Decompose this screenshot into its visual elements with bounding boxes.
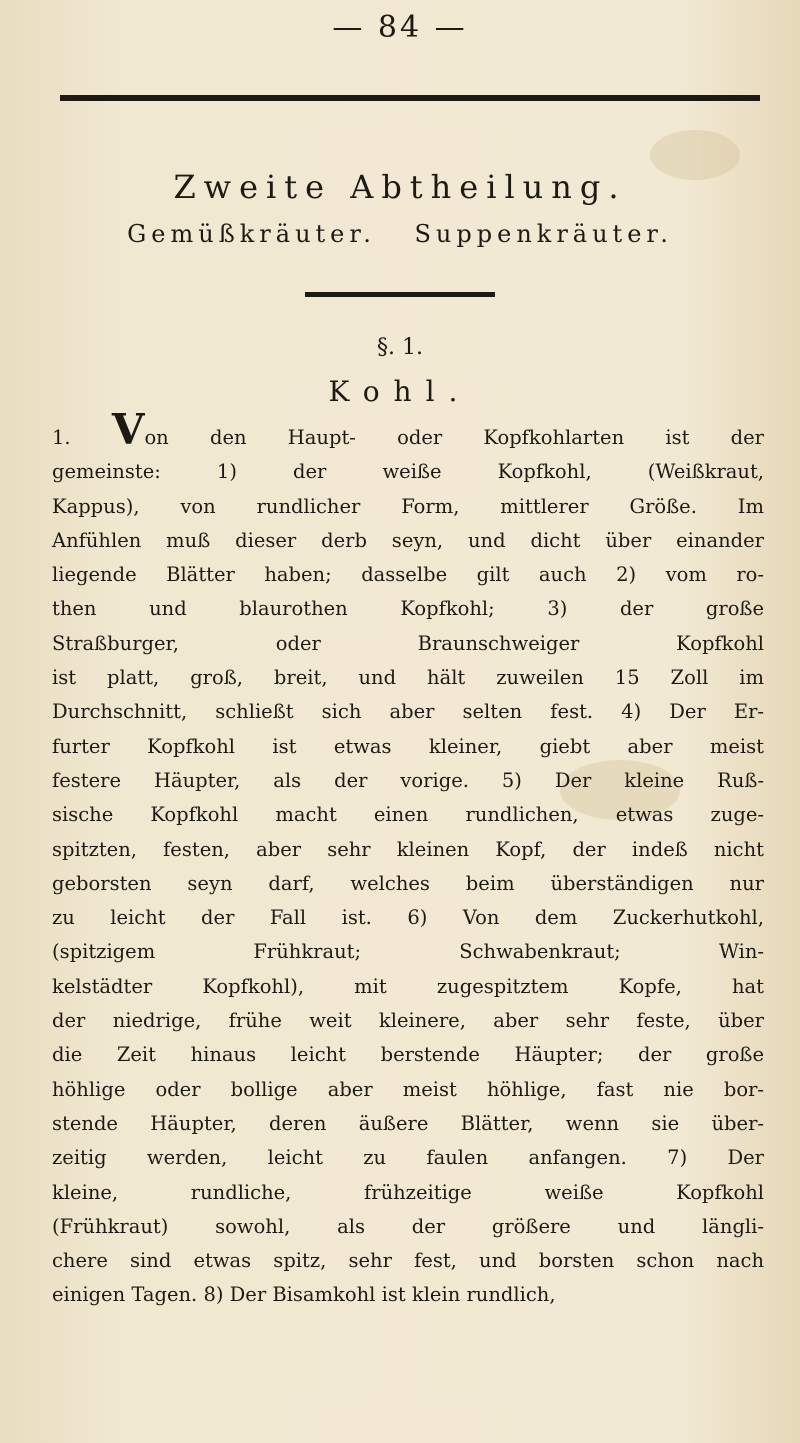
- text-line: Durchschnitt, schließt sich aber selten fest. 4) Der Er-: [52, 700, 764, 724]
- section-rule: [305, 292, 495, 297]
- text-line: (spitzigem Frühkraut; Schwabenkraut; Win-: [52, 940, 764, 964]
- text-line: liegende Blätter haben; dasselbe gilt auch 2) vom ro-: [52, 563, 764, 587]
- text-line: ist platt, groß, breit, und hält zuweilen 15 Zoll im: [52, 666, 764, 690]
- text-line: Straßburger, oder Braunschweiger Kopfkohl: [52, 631, 764, 655]
- subheading: [0, 220, 800, 248]
- initial-rest: on: [144, 426, 210, 449]
- text-line: zeitig werden, leicht zu faulen anfangen. 7) Der: [52, 1146, 764, 1170]
- text-line: festere Häupter, als der vorige. 5) Der kleine Ruß-: [52, 768, 764, 792]
- text-line: kleine, rundliche, frühzeitige weiße Kopfkohl: [52, 1180, 764, 1204]
- text-line: sische Kopfkohl macht einen rundlichen, etwas zuge-: [52, 803, 764, 827]
- subheading-left: Gemüßkräuter.: [127, 220, 376, 248]
- initial-letter: V: [111, 405, 145, 454]
- text-line: [52, 405, 765, 455]
- line-text: den Haupt- oder Kopfkohlarten ist der: [209, 426, 765, 449]
- subheading-right: Suppenkräuter.: [414, 220, 673, 248]
- text-line: geborsten seyn darf, welches beim überständigen nur: [52, 871, 764, 895]
- text-line: gemeinste: 1) der weiße Kopfkohl, (Weißkraut,: [52, 460, 764, 484]
- text-line: der niedrige, frühe weit kleinere, aber sehr feste, über: [52, 1009, 764, 1033]
- text-line: (Frühkraut) sowohl, als der größere und längli-: [52, 1214, 764, 1238]
- text-line: furter Kopfkohl ist etwas kleiner, giebt aber meist: [52, 734, 764, 758]
- text-line: einigen Tagen. 8) Der Bisamkohl ist klein rundlich,: [52, 1283, 556, 1307]
- first-line-prefix: 1.: [52, 426, 112, 449]
- body-text: [52, 405, 765, 1313]
- text-line: chere sind etwas spitz, sehr fest, und borsten schon nach: [52, 1249, 764, 1273]
- text-line: Kappus), von rundlicher Form, mittlerer Größe. Im: [52, 494, 764, 518]
- text-line: then und blaurothen Kopfkohl; 3) der große: [52, 597, 764, 621]
- text-line: zu leicht der Fall ist. 6) Von dem Zuckerhutkohl,: [52, 906, 764, 930]
- paragraph-title: Kohl.: [328, 375, 472, 408]
- text-line: kelstädter Kopfkohl), mit zugespitztem Kopfe, hat: [52, 974, 764, 998]
- text-line: die Zeit hinaus leicht berstende Häupter; der große: [52, 1043, 764, 1067]
- top-rule: [60, 95, 760, 101]
- section-heading: Zweite Abtheilung.: [173, 168, 627, 206]
- text-line: spitzten, festen, aber sehr kleinen Kopf, der indeß nicht: [52, 837, 764, 861]
- text-line: höhlige oder bollige aber meist höhlige, fast nie bor-: [52, 1077, 764, 1101]
- text-line: Anfühlen muß dieser derb seyn, und dicht über einander: [52, 528, 764, 552]
- page-number: — 84 —: [332, 10, 468, 45]
- text-line: stende Häupter, deren äußere Blätter, wenn sie über-: [52, 1111, 764, 1135]
- paragraph-number: §. 1.: [377, 335, 423, 360]
